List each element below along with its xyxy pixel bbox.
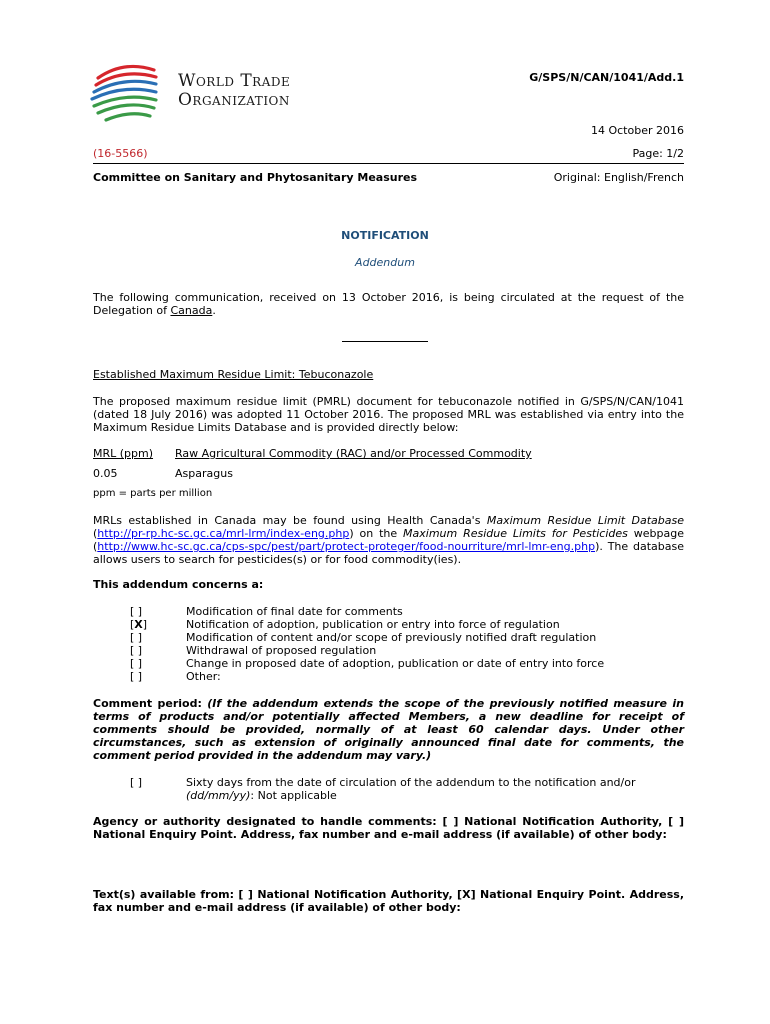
wto-wordmark [178, 72, 290, 110]
document-date: 14 October 2016 [590, 124, 684, 137]
mrl-text-5: ). The database allows users to search for pesticides(s) or for food commodity(ies). [93, 540, 684, 566]
body-paragraph: The proposed maximum residue limit (PMRL) document for tebuconazole notified in G/SPS/N/CAN/1041 (dated 18 July 2016) was adopted 11 October 2016. The proposed MRL was established via entry into the Maximum Residue Limits Database and is provided directly below: [93, 395, 684, 434]
checkbox-sixty-days[interactable]: [ ] [130, 776, 143, 789]
sixty-days-value: : Not applicable [250, 789, 337, 802]
section-heading: Established Maximum Residue Limit: Tebuconazole [93, 368, 374, 381]
committee-name: Committee on Sanitary and Phytosanitary Measures [93, 171, 418, 184]
page-indicator: Page: 1/2 [632, 147, 684, 160]
mrl-text-1: MRLs established in Canada may be found using Health Canada's [93, 514, 487, 527]
document-title: NOTIFICATION [341, 229, 429, 242]
mrl-header: MRL (ppm) [93, 447, 154, 460]
checkbox-modification-content[interactable]: [ ] [130, 631, 143, 644]
checkbox-modification-date[interactable]: [ ] [130, 605, 143, 618]
separator-line [342, 341, 428, 342]
mrl-text-3: ) on the [349, 527, 404, 540]
concern-label: Notification of adoption, publication or entry into force of regulation [186, 618, 560, 631]
commodity-value: Asparagus [175, 467, 233, 480]
sixty-days-label: Sixty days from the date of circulation of the addendum to the notification and/or [186, 776, 636, 789]
concern-label: Other: [186, 670, 221, 683]
concern-label: Modification of final date for comments [186, 605, 403, 618]
document-subtitle: Addendum [355, 256, 415, 269]
webpage-name: Maximum Residue Limits for Pesticides [403, 527, 628, 540]
document-meta-row [93, 147, 684, 164]
mrl-webpage-link[interactable]: http://www.hc-sc.gc.ca/cps-spc/pest/part/protect-proteger/food-nourriture/mrl-lmr-eng.php [97, 540, 596, 553]
concern-label: Change in proposed date of adoption, publication or date of entry into force [186, 657, 605, 670]
date-format: (dd/mm/yy) [186, 789, 251, 802]
concern-label: Withdrawal of proposed regulation [186, 644, 377, 657]
mrl-text-2: ( [93, 527, 98, 540]
texts-available-paragraph: Text(s) available from: [ ] National Notification Authority, [X] National Enquiry Point. Address, fax number and e-mail address (if available) of other body: [93, 888, 684, 914]
commodity-header: Raw Agricultural Commodity (RAC) and/or Processed Commodity [175, 447, 532, 460]
intro-text: The following communication, received on 13 October 2016, is being circulated at the request of the Delegation of [93, 291, 684, 317]
table-footnote: ppm = parts per million [93, 488, 213, 499]
sixty-days-text [186, 776, 684, 802]
org-name-line1: World Trade [178, 71, 291, 91]
org-name-line2: Organization [178, 90, 290, 110]
original-language: Original: English/French [553, 171, 684, 184]
committee-row [93, 171, 684, 187]
checkbox-other[interactable]: [ ] [130, 670, 143, 683]
document-symbol: G/SPS/N/CAN/1041/Add.1 [529, 71, 684, 84]
mrl-text-4: webpage ( [93, 527, 684, 553]
document-number: (16-5566) [93, 147, 148, 160]
intro-paragraph [93, 291, 684, 317]
checkbox-withdrawal[interactable]: [ ] [130, 644, 143, 657]
database-name: Maximum Residue Limit Database [486, 514, 684, 527]
concern-label: Modification of content and/or scope of previously notified draft regulation [186, 631, 597, 644]
comment-period-paragraph [93, 697, 684, 762]
country-name: Canada [170, 304, 213, 317]
mrl-value: 0.05 [93, 467, 118, 480]
checkbox-change-date[interactable]: [ ] [130, 657, 143, 670]
agency-paragraph: Agency or authority designated to handle comments: [ ] National Notification Authority, [ ] National Enquiry Point. Address, fax number and e-mail address (if available) of other body: [93, 815, 684, 841]
concerns-heading: This addendum concerns a: [93, 578, 264, 591]
mrl-database-link[interactable]: http://pr-rp.hc-sc.gc.ca/mrl-lrm/index-eng.php [97, 527, 350, 540]
comment-period-text: (If the addendum extends the scope of the previously notified measure in terms of products and/or potentially affected Members, a new deadline for receipt of comments should be provided, normally of at least 60 calendar days. Under other circumstances, such as extension of originally announced final date for comments, the comment period provided in the addendum may vary.) [93, 697, 684, 762]
comment-period-label: Comment period: [93, 697, 208, 710]
intro-end: . [212, 304, 216, 317]
checkbox-adoption[interactable]: [X] [130, 618, 148, 631]
mrl-database-paragraph [93, 514, 684, 566]
